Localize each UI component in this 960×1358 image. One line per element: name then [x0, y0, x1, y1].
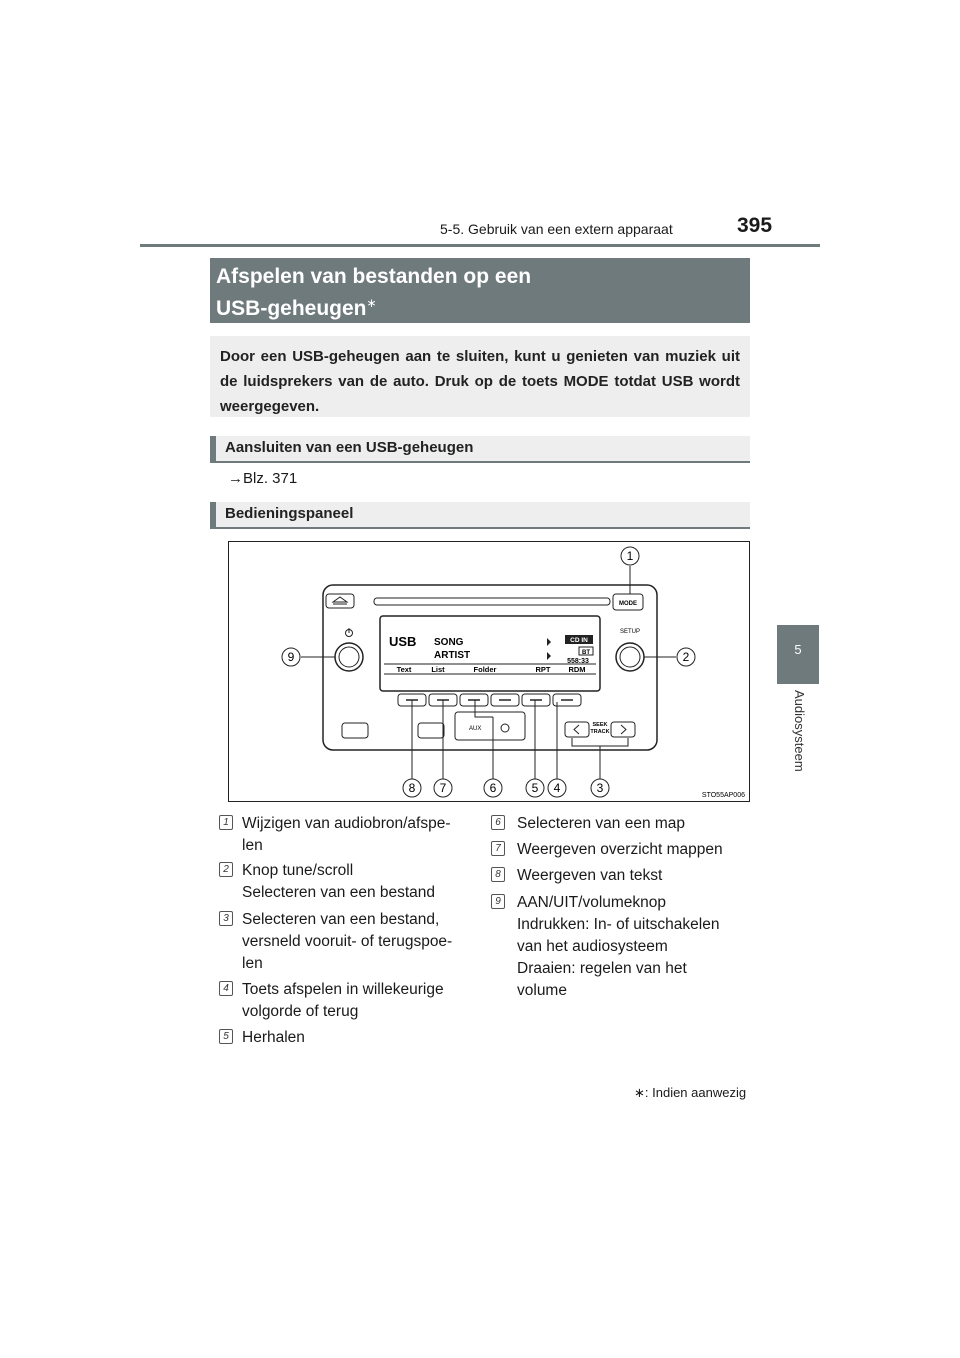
softkey-rdm: RDM	[568, 665, 586, 674]
list-item	[517, 839, 723, 861]
softkey-list: List	[431, 665, 445, 674]
item-line: len	[242, 955, 263, 972]
callout-9: 9	[287, 650, 295, 664]
setup-label: SETUP	[619, 629, 641, 635]
hangup-button	[418, 723, 444, 738]
list-item	[517, 865, 662, 887]
chapter-tab: 5	[777, 625, 819, 684]
aux-label: AUX	[469, 726, 482, 732]
callout-7: 7	[439, 781, 447, 795]
title-asterisk: ∗	[366, 296, 377, 310]
seek-back-button	[565, 722, 589, 737]
item-number-badge: 7	[491, 841, 505, 856]
callout-6: 6	[489, 781, 497, 795]
item-number-badge: 4	[219, 981, 233, 996]
header-divider	[140, 244, 820, 247]
item-line: Selecteren van een bestand	[242, 884, 436, 901]
page-reference: →Blz. 371	[228, 470, 298, 487]
item-number-badge: 5	[219, 1029, 233, 1044]
phone-button	[342, 723, 368, 738]
softkey-text: Text	[396, 665, 412, 674]
item-line: Selecteren van een map	[517, 815, 686, 832]
callout-3: 3	[596, 781, 604, 795]
item-line: versneld vooruit- of terugspoe-	[242, 933, 453, 950]
title-line-2: USB-geheugen	[216, 297, 367, 320]
item-number-badge: 6	[491, 815, 505, 830]
display-cd-in: CD IN	[570, 637, 588, 644]
item-line: Weergeven van tekst	[517, 867, 663, 884]
callout-2: 2	[682, 650, 690, 664]
list-item	[242, 979, 444, 1023]
footnote: ∗: Indien aanwezig	[634, 1085, 747, 1100]
chapter-label-wrap	[792, 690, 806, 830]
softkey-rpt: RPT	[535, 665, 551, 674]
display-artist: ARTIST	[434, 650, 471, 661]
item-line: Toets afspelen in willekeurige	[242, 981, 444, 998]
item-number-badge: 2	[219, 862, 233, 877]
section-title: 5-5. Gebruik van een extern apparaat	[440, 221, 673, 237]
callout-8: 8	[408, 781, 416, 795]
item-line: Indrukken: In- of uitschakelen	[517, 916, 720, 933]
display-bt: BT	[582, 650, 590, 656]
seek-label-2: TRACK	[590, 729, 610, 735]
aux-usb-port	[455, 712, 525, 740]
chapter-label: Audiosysteem	[792, 690, 807, 772]
display	[380, 616, 600, 691]
seek-label-1: SEEK	[592, 722, 608, 728]
item-line: volgorde of terug	[242, 1003, 359, 1020]
title-line-1: Afspelen van bestanden op een	[216, 265, 532, 288]
item-line: van het audiosysteem	[517, 938, 668, 955]
display-time: 558:33	[567, 658, 589, 665]
intro-text: Door een USB-geheugen aan te sluiten, kunt u genieten van muziek uit de luidsprekers van de auto. Druk op de toets MODE totdat USB wordt weergegeven.	[210, 336, 750, 417]
item-number-badge: 9	[491, 894, 505, 909]
callout-4: 4	[553, 781, 561, 795]
mode-label: MODE	[619, 601, 637, 607]
connect-heading: Aansluiten van een USB-geheugen	[210, 436, 750, 463]
figure-code: STO55AP006	[701, 792, 745, 799]
item-number-badge: 1	[219, 815, 233, 830]
list-item	[242, 860, 435, 904]
panel-heading: Bedieningspaneel	[210, 502, 750, 529]
item-line: Herhalen	[242, 1029, 305, 1046]
control-panel-figure	[228, 541, 750, 802]
seek-forward-button	[611, 722, 635, 737]
item-line: Selecteren van een bestand,	[242, 911, 440, 928]
item-line: AAN/UIT/volumeknop	[517, 894, 667, 911]
item-line: volume	[517, 982, 567, 999]
page-title	[210, 258, 750, 323]
callout-5: 5	[531, 781, 539, 795]
item-line: Draaien: regelen van het	[517, 960, 687, 977]
list-item	[242, 1027, 305, 1049]
display-song: SONG	[434, 637, 464, 648]
list-item	[242, 813, 451, 857]
item-number-badge: 3	[219, 911, 233, 926]
item-line: Wijzigen van audiobron/afspe-	[242, 815, 451, 832]
list-item	[517, 813, 685, 835]
item-number-badge: 8	[491, 867, 505, 882]
display-source: USB	[389, 634, 417, 649]
list-item	[517, 892, 719, 1002]
callout-1: 1	[626, 549, 634, 563]
item-line: Weergeven overzicht mappen	[517, 841, 723, 858]
page-number: 395	[737, 214, 773, 237]
item-line: len	[242, 837, 263, 854]
item-line: Knop tune/scroll	[242, 862, 354, 879]
softkey-folder: Folder	[473, 665, 497, 674]
list-item	[242, 909, 452, 975]
